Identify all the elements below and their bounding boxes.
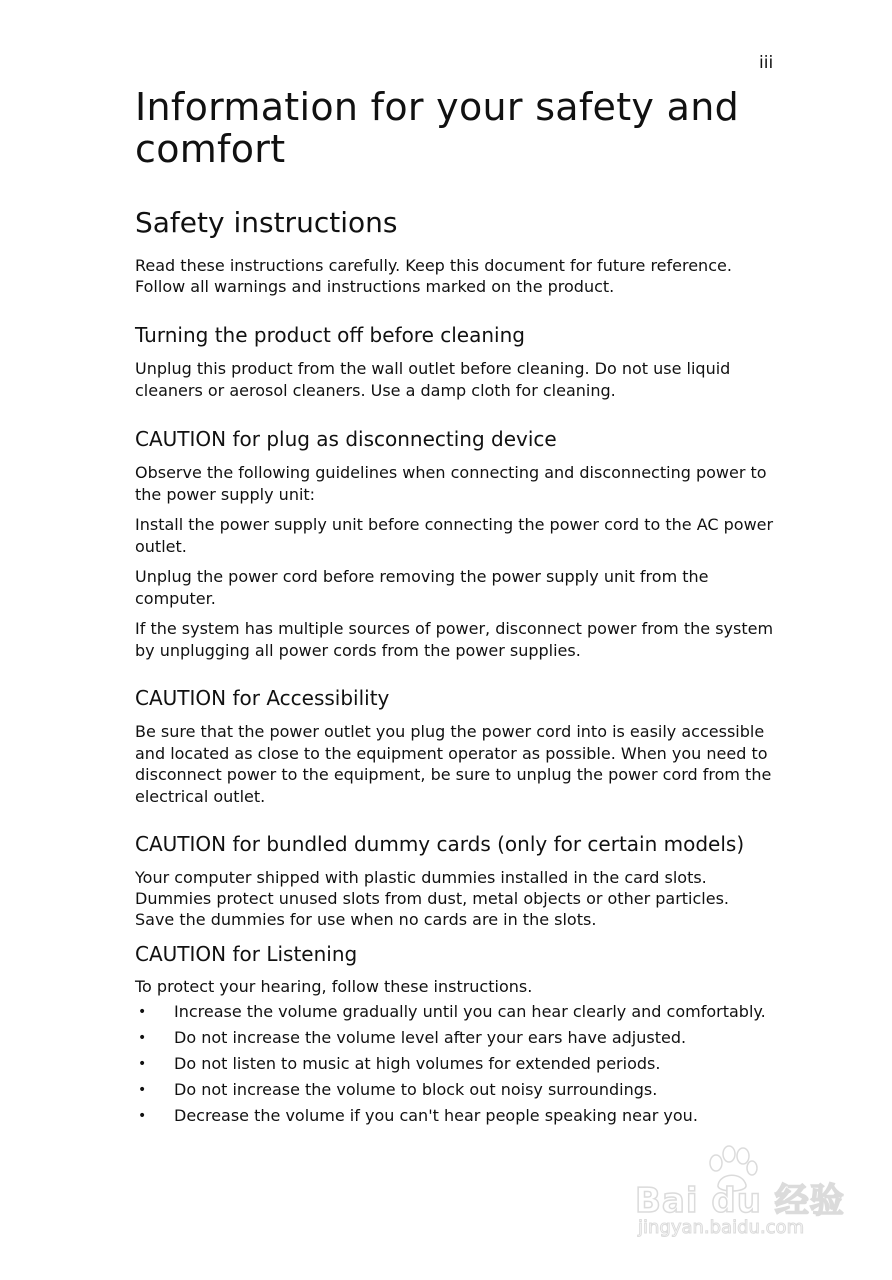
list-item-text: Increase the volume gradually until you can hear clearly and comfortably. [174, 1002, 766, 1021]
list-item-text: Decrease the volume if you can't hear people speaking near you. [174, 1106, 698, 1125]
bullet-icon: • [138, 1004, 147, 1020]
page-number: iii [759, 53, 774, 73]
intro-line-1: Read these instructions carefully. Keep this document for future reference. [135, 256, 732, 275]
dummy-line-3: Save the dummies for use when no cards are in the slots. [135, 910, 597, 929]
heading-accessibility: CAUTION for Accessibility [135, 686, 390, 710]
list-item [135, 1105, 766, 1131]
list-item [135, 1001, 766, 1027]
watermark-url: jingyan.baidu.com [638, 1217, 805, 1238]
plug-paragraph-1: Observe the following guidelines when connecting and disconnecting power to the power supply unit: [135, 463, 767, 504]
plug-paragraph-2: Install the power supply unit before connecting the power cord to the AC power outlet. [135, 515, 774, 556]
bullet-icon: • [138, 1056, 147, 1072]
plug-paragraph-4: If the system has multiple sources of power, disconnect power from the system by unplugging all power cords from the power supplies. [135, 619, 774, 660]
heading-listening: CAUTION for Listening [135, 942, 358, 966]
list-item [135, 1053, 766, 1079]
bullet-icon: • [138, 1030, 147, 1046]
cleaning-paragraph: Unplug this product from the wall outlet before cleaning. Do not use liquid cleaners or aerosol cleaners. Use a damp cloth for cleaning. [135, 359, 731, 400]
list-item [135, 1027, 766, 1053]
heading-dummy-cards: CAUTION for bundled dummy cards (only for certain models) [135, 832, 745, 856]
listening-intro: To protect your hearing, follow these instructions. [135, 977, 533, 996]
plug-paragraph-3: Unplug the power cord before removing the power supply unit from the computer. [135, 567, 709, 608]
intro-line-2: Follow all warnings and instructions marked on the product. [135, 277, 615, 296]
list-item-text: Do not increase the volume to block out noisy surroundings. [174, 1080, 658, 1099]
bullet-icon: • [138, 1108, 147, 1124]
dummy-line-1: Your computer shipped with plastic dummies installed in the card slots. [135, 868, 707, 887]
section-title: Safety instructions [135, 206, 398, 239]
dummy-line-2: Dummies protect unused slots from dust, metal objects or other particles. [135, 889, 729, 908]
watermark-logo-text: Bai du 经验 [635, 1181, 845, 1221]
list-item-text: Do not listen to music at high volumes for extended periods. [174, 1054, 661, 1073]
baidu-watermark [630, 1145, 850, 1255]
heading-cleaning: Turning the product off before cleaning [135, 323, 525, 347]
bullet-icon: • [138, 1082, 147, 1098]
accessibility-paragraph: Be sure that the power outlet you plug the power cord into is easily accessible and located as close to the equipment operator as possible. When you need to disconnect power to the equipment, be sure to unplug the power cord from the electrical outlet. [135, 722, 772, 806]
main-title: Information for your safety and comfort [135, 85, 739, 171]
list-item [135, 1079, 766, 1105]
list-item-text: Do not increase the volume level after your ears have adjusted. [174, 1028, 687, 1047]
listening-bullet-list [135, 1001, 766, 1131]
heading-plug-disconnect: CAUTION for plug as disconnecting device [135, 427, 557, 451]
